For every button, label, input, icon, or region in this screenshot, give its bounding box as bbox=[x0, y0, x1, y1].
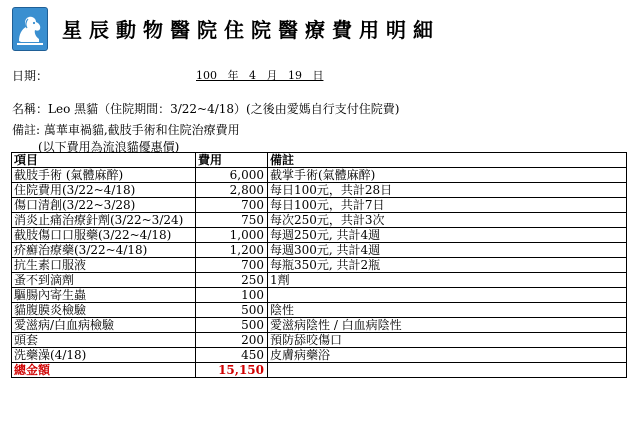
remark-cell: 每日100元，共計7日 bbox=[268, 198, 627, 213]
header-item: 項目 bbox=[12, 153, 196, 168]
remark-cell: 每次250元，共計3次 bbox=[268, 213, 627, 228]
remark-cell: 皮膚病藥浴 bbox=[268, 348, 627, 363]
table-row bbox=[12, 258, 627, 273]
total-remark bbox=[268, 363, 627, 378]
table-row bbox=[12, 348, 627, 363]
fee-cell: 2,800 bbox=[196, 183, 268, 198]
fee-cell: 1,000 bbox=[196, 228, 268, 243]
fee-cell: 450 bbox=[196, 348, 268, 363]
fee-cell: 200 bbox=[196, 333, 268, 348]
fee-cell: 500 bbox=[196, 318, 268, 333]
total-fee: 15,150 bbox=[196, 363, 268, 378]
table-row bbox=[12, 303, 627, 318]
remark-cell: 每日100元，共計28日 bbox=[268, 183, 627, 198]
table-row bbox=[12, 318, 627, 333]
date-label: 日期： bbox=[12, 69, 49, 83]
remark-cell: 預防舔咬傷口 bbox=[268, 333, 627, 348]
fee-cell: 500 bbox=[196, 303, 268, 318]
item-cell: 住院費用(3/22~4/18) bbox=[12, 183, 196, 198]
table-row bbox=[12, 198, 627, 213]
item-cell: 洗藥澡(4/18) bbox=[12, 348, 196, 363]
fee-cell: 750 bbox=[196, 213, 268, 228]
remark-cell: 截掌手術(氣體麻醉) bbox=[268, 168, 627, 183]
item-cell: 傷口清創(3/22~3/28) bbox=[12, 198, 196, 213]
note-subline: (以下費用為流浪貓優惠價) bbox=[38, 140, 180, 154]
fee-cell: 250 bbox=[196, 273, 268, 288]
table-row bbox=[12, 243, 627, 258]
date-value: 100 年 4 月 19 日 bbox=[196, 69, 324, 82]
table-row bbox=[12, 273, 627, 288]
item-cell: 頭套 bbox=[12, 333, 196, 348]
table-row bbox=[12, 228, 627, 243]
patient-name-line: 名稱：Leo 黑貓（住院期間：3/22~4/18）(之後由愛媽自行支付住院費) bbox=[12, 102, 400, 116]
remark-cell: 每週250元, 共計4週 bbox=[268, 228, 627, 243]
remark-cell: 陰性 bbox=[268, 303, 627, 318]
total-label: 總金額 bbox=[12, 363, 196, 378]
dog-logo-icon bbox=[12, 7, 48, 51]
fee-cell: 6,000 bbox=[196, 168, 268, 183]
table-row bbox=[12, 288, 627, 303]
table-row bbox=[12, 333, 627, 348]
note-line: 備註: 萬華車禍貓,截肢手術和住院治療費用 bbox=[12, 123, 240, 137]
item-cell: 截肢手術 (氣體麻醉) bbox=[12, 168, 196, 183]
item-cell: 驅腸內寄生蟲 bbox=[12, 288, 196, 303]
remark-cell: 每瓶350元, 共計2瓶 bbox=[268, 258, 627, 273]
item-cell: 貓腹膜炎檢驗 bbox=[12, 303, 196, 318]
item-cell: 截肢傷口口服藥(3/22~4/18) bbox=[12, 228, 196, 243]
table-header-row bbox=[12, 153, 627, 168]
fee-cell: 700 bbox=[196, 198, 268, 213]
item-cell: 疥癬治療藥(3/22~4/18) bbox=[12, 243, 196, 258]
page-title: 星辰動物醫院住院醫療費用明細 bbox=[62, 18, 440, 42]
remark-cell bbox=[268, 288, 627, 303]
item-cell: 消炎止痛治療針劑(3/22~3/24) bbox=[12, 213, 196, 228]
remark-cell: 愛滋病陰性 / 白血病陰性 bbox=[268, 318, 627, 333]
remark-cell: 1劑 bbox=[268, 273, 627, 288]
fee-table bbox=[11, 152, 627, 378]
table-row bbox=[12, 168, 627, 183]
header-fee: 費用 bbox=[196, 153, 268, 168]
total-row bbox=[12, 363, 627, 378]
item-cell: 蚤不到滴劑 bbox=[12, 273, 196, 288]
remark-cell: 每週300元, 共計4週 bbox=[268, 243, 627, 258]
fee-cell: 1,200 bbox=[196, 243, 268, 258]
item-cell: 抗生素口服液 bbox=[12, 258, 196, 273]
table-row bbox=[12, 213, 627, 228]
fee-cell: 100 bbox=[196, 288, 268, 303]
item-cell: 愛滋病/白血病檢驗 bbox=[12, 318, 196, 333]
table-row bbox=[12, 183, 627, 198]
fee-cell: 700 bbox=[196, 258, 268, 273]
header-remark: 備註 bbox=[268, 153, 627, 168]
